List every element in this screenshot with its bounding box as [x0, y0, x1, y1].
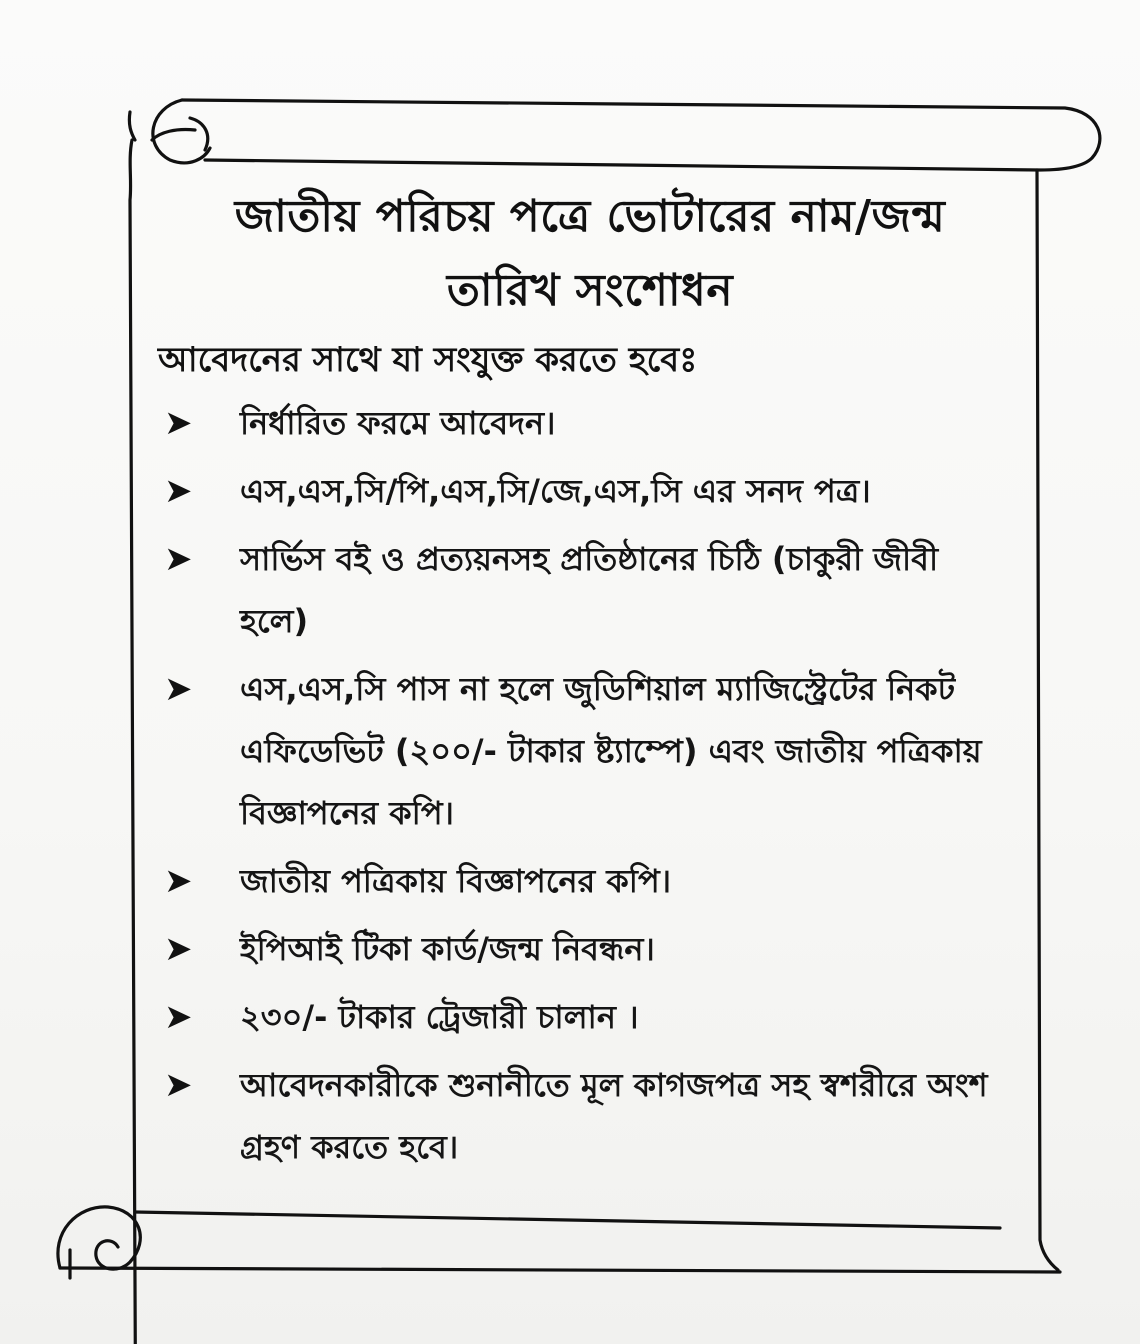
- requirements-list: [150, 392, 1030, 1178]
- list-item-text: ২৩০/- টাকার ট্রেজারী চালান ।: [240, 998, 639, 1036]
- list-item: [150, 986, 1030, 1048]
- list-item: [150, 850, 1030, 912]
- list-item: [150, 460, 1030, 522]
- list-item-text: এস,এস,সি পাস না হলে জুডিশিয়াল ম্যাজিস্ট্রেটের নিকট এফিডেভিট (২০০/- টাকার ষ্ট্যাম্পে) এবং জাতীয় পত্রিকায় বিজ্ঞাপনের কপি।: [240, 670, 982, 832]
- arrowhead-bullet-icon: ➤: [164, 861, 193, 901]
- arrowhead-bullet-icon: ➤: [164, 539, 193, 579]
- intro-heading: আবেদনের সাথে যা সংযুক্ত করতে হবেঃ: [158, 340, 698, 380]
- arrowhead-bullet-icon: ➤: [164, 669, 193, 709]
- list-item-text: আবেদনকারীকে শুনানীতে মূল কাগজপত্র সহ স্বশরীরে অংশ গ্রহণ করতে হবে।: [240, 1066, 988, 1166]
- arrowhead-bullet-icon: ➤: [164, 1065, 193, 1105]
- list-item-text: নির্ধারিত ফরমে আবেদন।: [240, 404, 556, 442]
- title-line-1: জাতীয় পরিচয় পত্রে ভোটারের নাম/জন্ম: [234, 191, 946, 242]
- list-item-text: এস,এস,সি/পি,এস,সি/জে,এস,সি এর সনদ পত্র।: [240, 472, 871, 510]
- list-item: [150, 1054, 1030, 1178]
- title-line-2: তারিখ সংশোধন: [446, 265, 734, 316]
- arrowhead-bullet-icon: ➤: [164, 471, 193, 511]
- list-item: [150, 918, 1030, 980]
- list-item-text: ইপিআই টিকা কার্ড/জন্ম নিবন্ধন।: [240, 930, 655, 968]
- notice-content: [150, 180, 1030, 1184]
- list-item: [150, 392, 1030, 454]
- arrowhead-bullet-icon: ➤: [164, 929, 193, 969]
- page-title: [150, 180, 1030, 328]
- list-item: [150, 528, 1030, 652]
- arrowhead-bullet-icon: ➤: [164, 403, 193, 443]
- list-item-text: সার্ভিস বই ও প্রত্যয়নসহ প্রতিষ্ঠানের চিঠি (চাকুরী জীবী হলে): [240, 540, 939, 640]
- arrowhead-bullet-icon: ➤: [164, 997, 193, 1037]
- list-item-text: জাতীয় পত্রিকায় বিজ্ঞাপনের কপি।: [240, 862, 672, 900]
- list-item: [150, 658, 1030, 844]
